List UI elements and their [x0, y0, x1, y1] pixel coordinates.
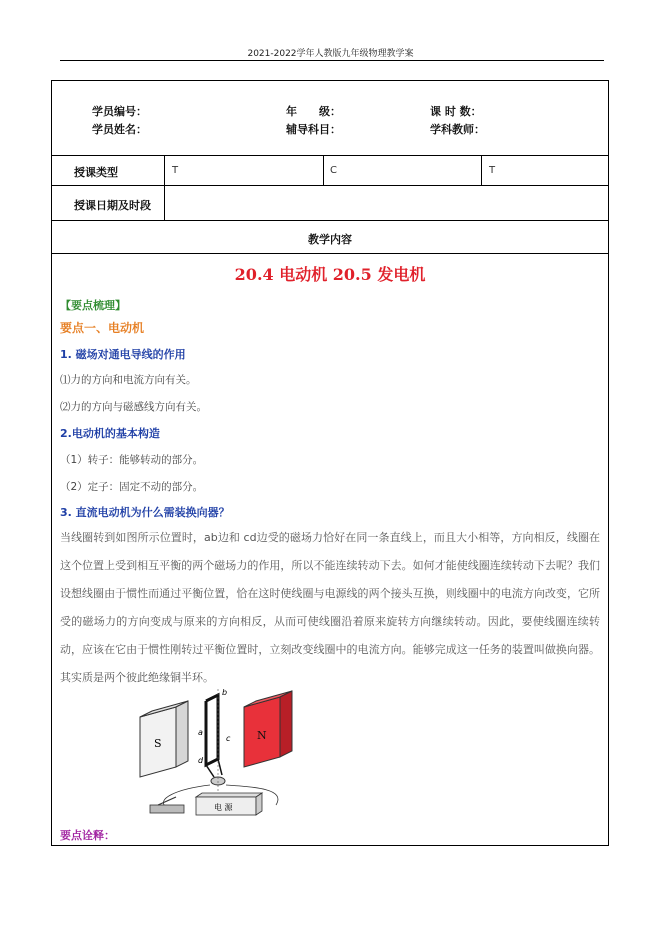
point-heading: 要点一、电动机 [60, 321, 145, 335]
content-heading-row [52, 221, 608, 254]
motor-diagram [136, 689, 306, 819]
lesson-type-option-2: C [330, 165, 337, 176]
student-name-label: 学员姓名： [92, 123, 147, 136]
s-pole-label: S [154, 737, 162, 750]
note-label: 要点诠释： [60, 829, 115, 842]
lesson-count-label: 课 时 数： [430, 105, 482, 118]
n-magnet [244, 691, 292, 767]
lesson-type-option-1: T [172, 165, 179, 176]
coil-label-b: b [222, 689, 228, 697]
body-line-2b: （2）定子：固定不动的部分。 [60, 481, 204, 493]
sub-heading-3: 3. 直流电动机为什么需装换向器？ [60, 506, 230, 519]
lesson-date-row [52, 186, 608, 221]
student-id-label: 学员编号： [92, 105, 147, 118]
section-tag: 【要点梳理】 [60, 299, 126, 312]
lesson-type-label: 授课类型 [74, 166, 118, 179]
coil-label-c: c [226, 734, 231, 743]
grade-label: 年 级： [286, 105, 341, 118]
divider [323, 156, 324, 185]
coil-label-a: a [198, 728, 203, 737]
switch [150, 797, 184, 813]
n-pole-label: N [257, 729, 267, 742]
lesson-date-label: 授课日期及时段 [74, 199, 151, 212]
coil-label-d: d [198, 756, 204, 765]
divider [481, 156, 482, 185]
body-line-2a: （1）转子：能够转动的部分。 [60, 454, 204, 466]
sub-heading-1: 1. 磁场对通电导线的作用 [60, 348, 186, 361]
body-line-1b: ⑵力的方向与磁感线方向有关。 [60, 401, 207, 413]
student-info-row [52, 81, 608, 156]
lesson-title: 20.4 电动机 20.5 发电机 [234, 265, 426, 284]
header-rule [60, 60, 604, 61]
content-heading: 教学内容 [308, 233, 352, 246]
power-supply [196, 793, 262, 815]
lesson-type-row [52, 156, 608, 186]
page-header: 2021-2022学年人教版九年级物理教学案 [247, 49, 414, 59]
power-label: 电 源 [214, 803, 233, 812]
teacher-label: 学科教师： [430, 123, 485, 136]
coil [198, 689, 231, 799]
divider [164, 186, 165, 220]
lesson-sheet [51, 80, 609, 846]
sub-heading-2: 2.电动机的基本构造 [60, 427, 160, 440]
divider [164, 156, 165, 185]
body-line-1a: ⑴力的方向和电流方向有关。 [60, 374, 197, 386]
s-magnet [140, 701, 188, 777]
explanation-paragraph: 当线圈转到如图所示位置时，ab边和 cd边受的磁场力恰好在同一条直线上，而且大小相等，方向相反，线圈在这个位置上受到相互平衡的两个磁场力的作用，所以不能连续转动下去。如何才能使线圈连续转动下去呢？我们设想线圈由于惯性而通过平衡位置，恰在这时使线圈与电源线的两个接头互换，则线圈中的电流方向改变，它所受的磁场力的方向变成与原来的方向相反，从而可使线圈沿着原来旋转方向继续转动。因此，要使线圈连续转动，应该在它由于惯性刚转过平衡位置时，立刻改变线圈中的电流方向。能够完成这一任务的装置叫做换向器。其实质是两个彼此绝缘铜半环。 [60, 531, 600, 684]
lesson-type-option-3: T [489, 165, 496, 176]
subject-label: 辅导科目： [286, 123, 341, 136]
